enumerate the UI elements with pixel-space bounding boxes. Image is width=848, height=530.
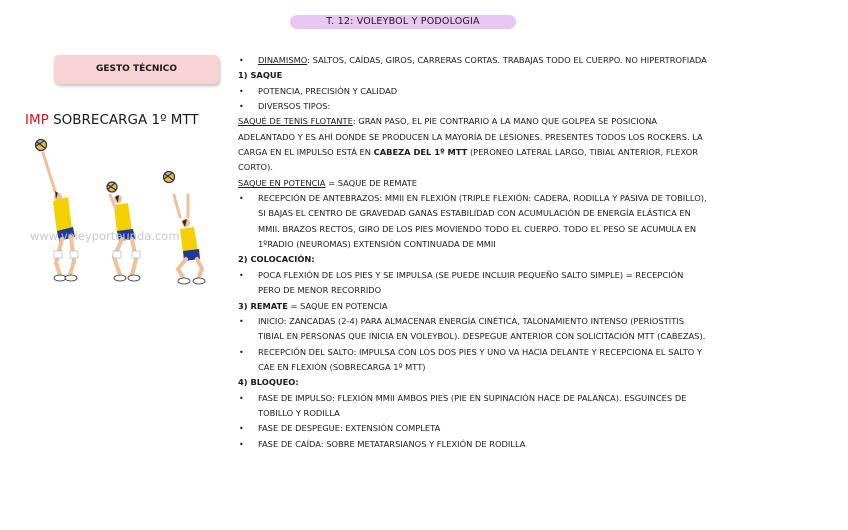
list-item: • RECEPCIÓN DEL SALTO: IMPULSA CON LOS DOS PIES Y UNO VA HACIA DELANTE Y RECEPCIONA EL SALTO Y bbox=[238, 345, 816, 360]
imp-heading bbox=[25, 112, 199, 128]
list-item: • DIVERSOS TIPOS: bbox=[238, 99, 816, 114]
section-heading-bloqueo: 4) BLOQUEO: bbox=[238, 377, 299, 388]
list-item: • POCA FLEXIÓN DE LOS PIES Y SE IMPULSA (SE PUEDE INCLUIR PEQUEÑO SALTO SIMPLE) = RECEPCIÓN bbox=[238, 268, 816, 283]
list-item-continuation: CAE EN FLEXIÓN (SOBRECARGA 1º MTT) bbox=[258, 361, 426, 372]
section-heading-remate: 3) REMATE = SAQUE EN POTENCIA bbox=[238, 300, 388, 311]
paragraph-line: ADELANTADO Y ES AHÍ DONDE SE PRODUCEN LA MAYORÍA DE LESIONES. PRESENTES TODOS LOS ROCKERS. LA bbox=[238, 131, 703, 142]
list-item-continuation: SI BAJAS EL CENTRO DE GRAVEDAD GANAS ESTABILIDAD CON ACUMULACIÓN DE ENERGÍA ELÁSTICA EN bbox=[258, 208, 691, 219]
player-setting bbox=[164, 172, 206, 285]
paragraph-line: SAQUE EN POTENCIA = SAQUE DE REMATE bbox=[238, 177, 417, 188]
section-heading-colocacion: 2) COLOCACIÓN: bbox=[238, 254, 315, 265]
volleyball-players-illustration bbox=[22, 133, 222, 293]
paragraph-line: CORTO). bbox=[238, 162, 273, 173]
list-item: • RECEPCIÓN DE ANTEBRAZOS: MMII EN FLEXIÓN (TRIPLE FLEXIÓN: CADERA, RODILLA Y PASIVA DE TOBILLO), bbox=[238, 191, 816, 206]
paragraph-line: SAQUÉ DE TENIS FLOTANTE: GRAN PASO, EL PIE CONTRARIO A LA MANO QUE GOLPEA SE POSICIONA bbox=[238, 116, 658, 127]
list-item-continuation: TIBIAL EN PERSONAS QUE INICIA EN VOLEYBOL). DESPEGUE ANTERIOR CON SOLICITACIÓN MTT (CABEZAS). bbox=[258, 331, 706, 342]
imp-prefix: IMP bbox=[25, 112, 49, 128]
imp-text: SOBRECARGA 1º MTT bbox=[53, 112, 199, 128]
page-title: T. 12: VOLEYBOL Y PODOLOGIA bbox=[290, 15, 516, 29]
paragraph-line: CARGA EN EL IMPULSO ESTÁ EN CABEZA DEL 1º MTT (PERONEO LATERAL LARGO, TIBIAL ANTERIOR, FLEXOR bbox=[238, 147, 699, 158]
gesto-tecnico-label: GESTO TÉCNICO bbox=[54, 55, 219, 84]
list-item-continuation: PERO DE MENOR RECORRIDO bbox=[258, 285, 382, 296]
list-item: • FASE DE IMPULSO: FLEXIÓN MMII AMBOS PIES (PIE EN SUPINACIÓN HACE DE PALANCA). ESGUINCES DE bbox=[238, 391, 816, 406]
list-item: • FASE DE DESPEGUE: EXTENSIÓN COMPLETA bbox=[238, 421, 816, 436]
player-serving bbox=[36, 140, 79, 282]
list-item-continuation: MMII. BRAZOS RECTOS, GIRO DE LOS PIES MOVIENDO TODO EL CUERPO. TODO EL PESO SE ACUMULA EN bbox=[258, 223, 697, 234]
list-item: • FASE DE CAÍDA: SOBRE METATARSIANOS Y FLEXIÓN DE RODILLA bbox=[238, 437, 816, 452]
content-body bbox=[238, 53, 816, 452]
list-item: • POTENCIA, PRECISIÓN Y CALIDAD bbox=[238, 84, 816, 99]
watermark: www.voleyporteunda.com bbox=[30, 229, 180, 243]
list-item-continuation: TOBILLO Y RODILLA bbox=[258, 407, 340, 418]
list-item-continuation: 1ºRADIO (NEUROMAS) EXTENSIÓN CONTINUADA DE MMII bbox=[258, 239, 496, 250]
section-heading-saque: 1) SAQUE bbox=[238, 70, 283, 81]
list-item: • DINAMISMO: SALTOS, CAÍDAS, GIROS, CARRERAS CORTAS. TRABAJAS TODO EL CUERPO. NO HIPERTROFIADA bbox=[238, 53, 816, 68]
list-item: • INICIO: ZANCADAS (2-4) PARA ALMACENAR ENERGÍA CINÉTICA, TALONAMIENTO INTENSO (PERIOSTITIS bbox=[238, 314, 816, 329]
